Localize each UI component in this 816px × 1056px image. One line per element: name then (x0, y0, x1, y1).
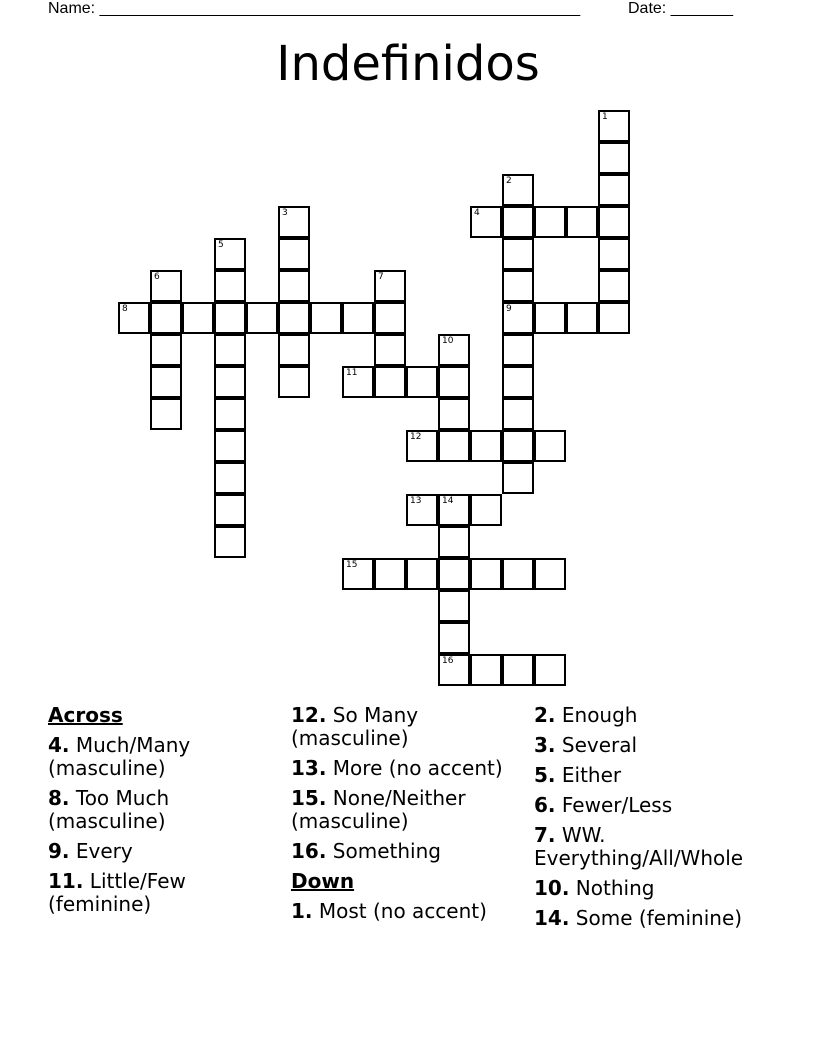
clue-text: More (no accent) (332, 756, 503, 780)
crossword-cell[interactable] (438, 398, 470, 430)
crossword-cell[interactable] (470, 430, 502, 462)
cell-number: 14 (442, 496, 454, 506)
clue-text: Too Much (masculine) (48, 786, 170, 833)
crossword-cell-13[interactable] (406, 494, 438, 526)
cell-number: 2 (506, 176, 512, 186)
crossword-cell[interactable] (502, 366, 534, 398)
crossword-cell-1[interactable] (598, 110, 630, 142)
crossword-cell[interactable] (598, 206, 630, 238)
clue-down (534, 824, 784, 870)
clue-down (534, 877, 784, 900)
crossword-cell-2[interactable] (502, 174, 534, 206)
crossword-cell-8[interactable] (118, 302, 150, 334)
clue-number: 2. (534, 703, 556, 727)
crossword-cell[interactable] (374, 558, 406, 590)
clues-column-1 (48, 704, 286, 923)
clue-across (48, 840, 286, 863)
clue-across (291, 787, 529, 833)
clue-text: WW. Everything/All/Whole (534, 823, 744, 870)
crossword-cell[interactable] (438, 622, 470, 654)
clue-text: Fewer/Less (561, 793, 673, 817)
crossword-cell[interactable] (470, 654, 502, 686)
clue-number: 12. (291, 703, 327, 727)
crossword-cell[interactable] (214, 270, 246, 302)
cell-number: 4 (474, 208, 480, 218)
crossword-cell-16[interactable] (438, 654, 470, 686)
clue-number: 16. (291, 839, 327, 863)
clue-text: Much/Many (masculine) (48, 733, 191, 780)
clue-down (534, 704, 784, 727)
clue-number: 7. (534, 823, 556, 847)
crossword-cell-7[interactable] (374, 270, 406, 302)
down-heading: Down (291, 869, 355, 893)
crossword-cell[interactable] (150, 302, 182, 334)
clue-number: 15. (291, 786, 327, 810)
clue-text: Enough (561, 703, 638, 727)
crossword-cell[interactable] (502, 558, 534, 590)
crossword-cell[interactable] (598, 174, 630, 206)
clue-text: So Many (masculine) (291, 703, 419, 750)
crossword-cell-10[interactable] (438, 334, 470, 366)
cell-number: 9 (506, 304, 512, 314)
crossword-cell[interactable] (406, 366, 438, 398)
crossword-cell[interactable] (470, 558, 502, 590)
crossword-cell[interactable] (566, 302, 598, 334)
crossword-cell[interactable] (534, 430, 566, 462)
clue-text: Nothing (575, 876, 655, 900)
crossword-cell[interactable] (182, 302, 214, 334)
clue-number: 14. (534, 906, 570, 930)
crossword-cell-3[interactable] (278, 206, 310, 238)
cell-number: 16 (442, 656, 454, 666)
crossword-cell[interactable] (470, 494, 502, 526)
crossword-cell-15[interactable] (342, 558, 374, 590)
crossword-cell-11[interactable] (342, 366, 374, 398)
crossword-cell[interactable] (278, 302, 310, 334)
crossword-cell[interactable] (150, 398, 182, 430)
clue-across (291, 704, 529, 750)
crossword-cell[interactable] (598, 302, 630, 334)
cell-number: 11 (346, 368, 358, 378)
clue-text: Several (561, 733, 638, 757)
crossword-cell[interactable] (534, 558, 566, 590)
crossword-cell[interactable] (502, 270, 534, 302)
clue-across (291, 840, 529, 863)
crossword-cell[interactable] (502, 206, 534, 238)
crossword-cell-6[interactable] (150, 270, 182, 302)
crossword-cell[interactable] (502, 238, 534, 270)
clue-text: Every (75, 839, 133, 863)
clue-across (48, 870, 286, 916)
page-title: Indefinidos (276, 36, 540, 92)
crossword-cell[interactable] (598, 270, 630, 302)
clue-down (534, 907, 784, 930)
clue-number: 3. (534, 733, 556, 757)
crossword-cell[interactable] (214, 302, 246, 334)
clue-number: 4. (48, 733, 70, 757)
cell-number: 6 (154, 272, 160, 282)
cell-number: 3 (282, 208, 288, 218)
crossword-cell[interactable] (374, 302, 406, 334)
cell-number: 12 (410, 432, 422, 442)
clue-text: Something (332, 839, 441, 863)
crossword-cell[interactable] (214, 430, 246, 462)
crossword-cell[interactable] (534, 206, 566, 238)
crossword-cell[interactable] (214, 366, 246, 398)
clue-text: None/Neither (masculine) (291, 786, 466, 833)
crossword-cell[interactable] (502, 462, 534, 494)
crossword-cell[interactable] (438, 366, 470, 398)
clue-down (534, 764, 784, 787)
across-heading: Across (48, 703, 123, 727)
cell-number: 15 (346, 560, 358, 570)
clue-number: 5. (534, 763, 556, 787)
crossword-cell-9[interactable] (502, 302, 534, 334)
clue-down (534, 794, 784, 817)
crossword-cell[interactable] (278, 238, 310, 270)
clues-column-2 (291, 704, 529, 930)
cell-number: 1 (602, 112, 608, 122)
clue-number: 6. (534, 793, 556, 817)
crossword-cell[interactable] (502, 398, 534, 430)
crossword-cell[interactable] (374, 366, 406, 398)
crossword-cell-12[interactable] (406, 430, 438, 462)
crossword-cell[interactable] (502, 654, 534, 686)
crossword-cell[interactable] (502, 430, 534, 462)
crossword-cell[interactable] (150, 366, 182, 398)
crossword-cell[interactable] (406, 558, 438, 590)
clue-text: Some (feminine) (575, 906, 743, 930)
clue-down (534, 734, 784, 757)
date-field[interactable]: Date: _______ (628, 0, 733, 17)
crossword-cell[interactable] (534, 654, 566, 686)
clue-across (48, 787, 286, 833)
crossword-cell[interactable] (214, 494, 246, 526)
clue-number: 9. (48, 839, 70, 863)
crossword-cell[interactable] (278, 334, 310, 366)
crossword-cell[interactable] (278, 366, 310, 398)
cell-number: 8 (122, 304, 128, 314)
clue-number: 13. (291, 756, 327, 780)
crossword-cell[interactable] (214, 526, 246, 558)
clue-text: Little/Few (feminine) (48, 869, 186, 916)
clue-number: 1. (291, 899, 313, 923)
clue-across (48, 734, 286, 780)
crossword-cell[interactable] (566, 206, 598, 238)
crossword-cell[interactable] (278, 270, 310, 302)
crossword-cell[interactable] (598, 142, 630, 174)
crossword-cell[interactable] (214, 462, 246, 494)
crossword-cell[interactable] (246, 302, 278, 334)
clue-number: 10. (534, 876, 570, 900)
crossword-cell[interactable] (502, 334, 534, 366)
crossword-cell[interactable] (438, 526, 470, 558)
crossword-cell[interactable] (438, 558, 470, 590)
crossword-cell[interactable] (150, 334, 182, 366)
crossword-cell[interactable] (598, 238, 630, 270)
crossword-cell[interactable] (438, 590, 470, 622)
crossword-cell[interactable] (374, 334, 406, 366)
crossword-cell[interactable] (438, 430, 470, 462)
clue-down (291, 900, 529, 923)
clue-across (291, 757, 529, 780)
crossword-cell[interactable] (342, 302, 374, 334)
cell-number: 7 (378, 272, 384, 282)
crossword-cell[interactable] (534, 302, 566, 334)
crossword-cell-4[interactable] (470, 206, 502, 238)
clue-text: Most (no accent) (318, 899, 487, 923)
cell-number: 13 (410, 496, 422, 506)
clues-column-3 (534, 704, 784, 937)
crossword-cell-14[interactable] (438, 494, 470, 526)
crossword-cell[interactable] (214, 398, 246, 430)
clue-text: Either (561, 763, 622, 787)
clue-number: 8. (48, 786, 70, 810)
cell-number: 5 (218, 240, 224, 250)
cell-number: 10 (442, 336, 454, 346)
crossword-cell[interactable] (214, 334, 246, 366)
clue-number: 11. (48, 869, 84, 893)
name-field[interactable]: Name: ______________________________________________________ (48, 0, 581, 17)
crossword-cell[interactable] (310, 302, 342, 334)
crossword-cell-5[interactable] (214, 238, 246, 270)
